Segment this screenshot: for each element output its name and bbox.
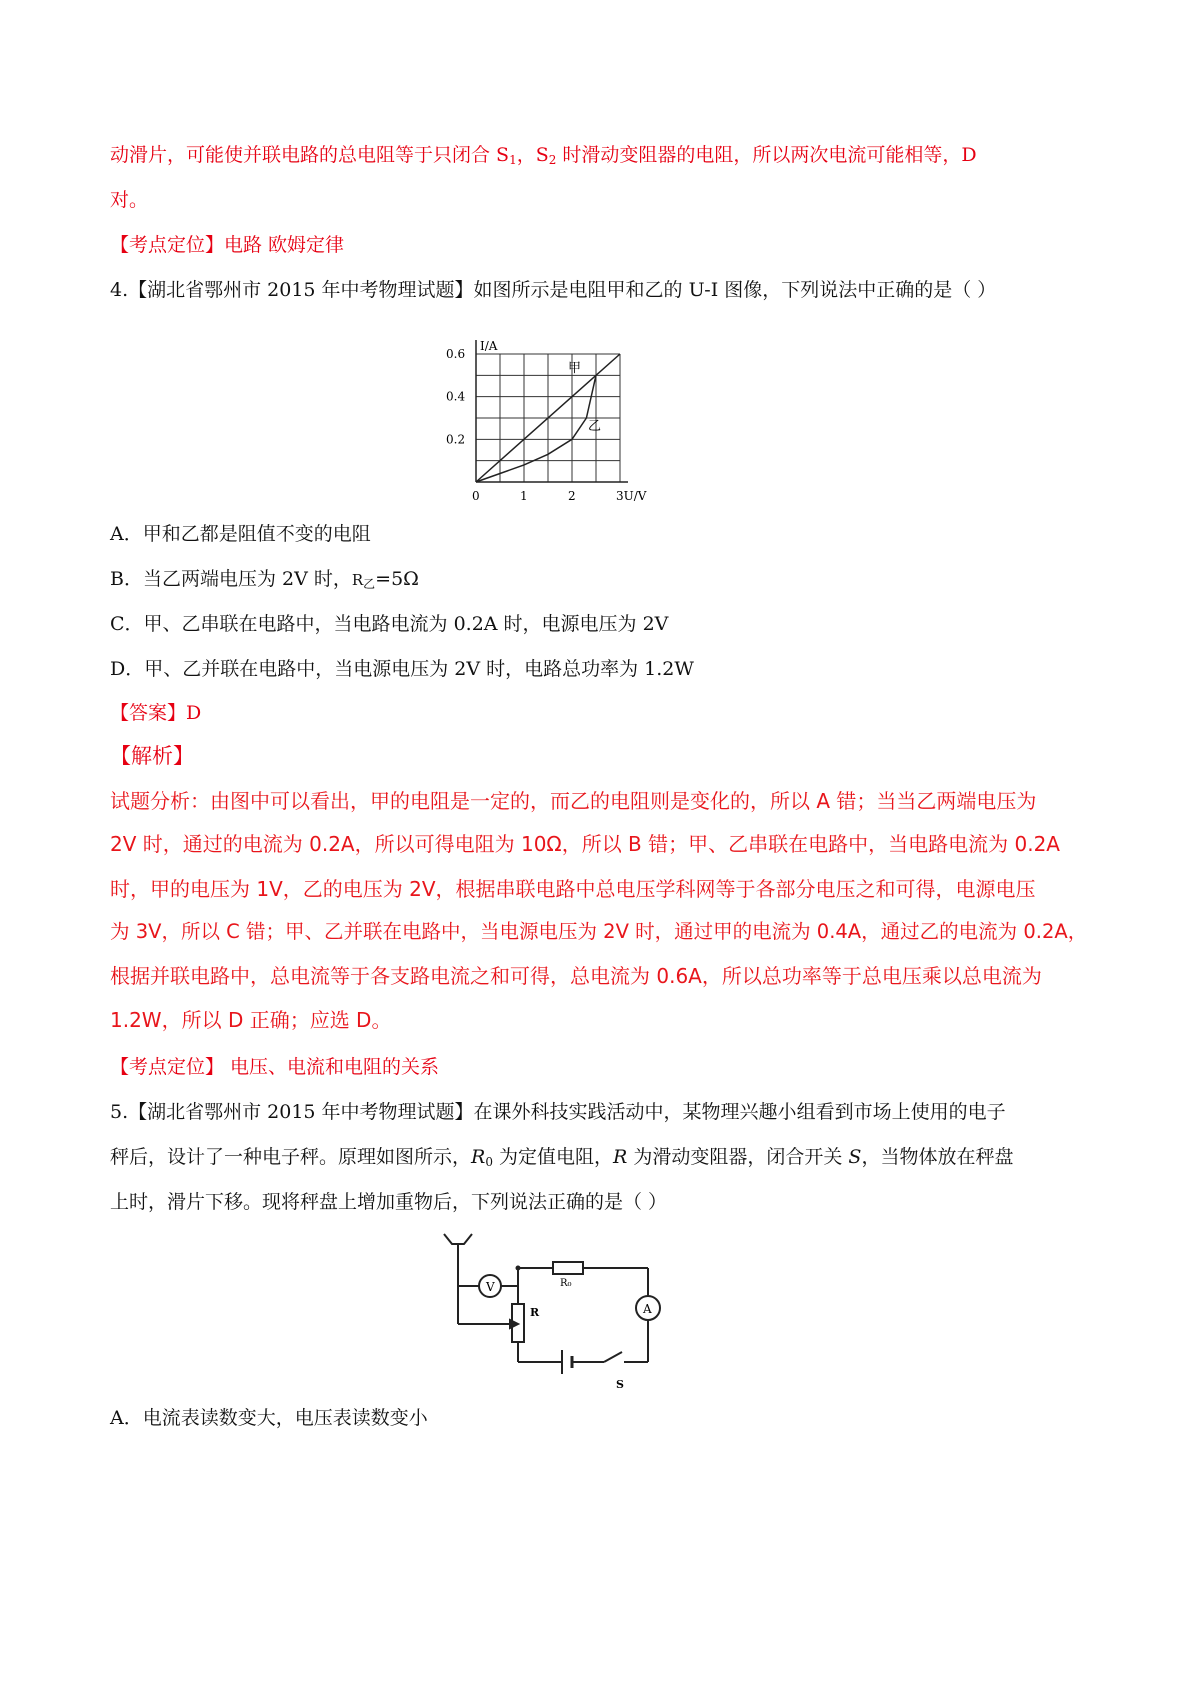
symbol-r0: R — [471, 1146, 486, 1168]
x-tick-label: 2 — [568, 489, 576, 503]
q5-text: ，当物体放在秤盘 — [861, 1146, 1014, 1168]
text-line-2: 对。 — [110, 189, 149, 211]
analysis-3: 时，甲的电压为 1V，乙的电压为 2V，根据串联电路中总电压学科网等于各部分电压之和可得，电源电压 — [110, 877, 1036, 901]
x-tick-label: 1 — [520, 489, 528, 503]
analysis-6: 1.2W，所以 D 正确；应选 D。 — [110, 1008, 392, 1032]
option-5a: A．电流表读数变大，电压表读数变小 — [110, 1407, 428, 1429]
switch-label: S — [616, 1378, 624, 1391]
kaodian-2: 【考点定位】 电压、电流和电阻的关系 — [110, 1056, 440, 1078]
resistor-r0-label: R₀ — [560, 1278, 572, 1289]
scale-pan — [444, 1234, 472, 1244]
text-line-1 — [110, 146, 977, 166]
subscript: 乙 — [363, 577, 376, 591]
option-4d: D．甲、乙并联在电路中，当电源电压为 2V 时，电路总功率为 1.2W — [110, 658, 694, 680]
analysis-4: 为 3V，所以 C 错；甲、乙并联在电路中，当电源电压为 2V 时，通过甲的电流为 0.4A，通过乙的电流为 0.2A， — [110, 920, 1088, 943]
symbol-r: R — [613, 1146, 628, 1168]
subscript: 1 — [509, 153, 517, 167]
option-4b — [110, 570, 419, 590]
option-4c: C．甲、乙串联在电路中，当电路电流为 0.2A 时，电源电压为 2V — [110, 613, 669, 635]
question-5-line-3: 上时，滑片下移。现将秤盘上增加重物后，下列说法正确的是（ ） — [110, 1191, 668, 1213]
resistor-r0 — [553, 1262, 583, 1274]
y-axis-label: I/A — [480, 339, 498, 353]
jiexi-heading: 【解析】 — [110, 744, 194, 768]
x-tick-label: 0 — [472, 489, 480, 503]
subscript: 2 — [548, 153, 557, 167]
ui-chart — [440, 322, 700, 512]
ammeter-label: A — [643, 1302, 652, 1316]
series-label-2: 乙 — [588, 419, 602, 434]
y-tick-label: 0.6 — [446, 347, 466, 361]
question-5-line-1: 5.【湖北省鄂州市 2015 年中考物理试题】在课外科技实践活动中，某物理兴趣小组看到市场上使用的电子 — [110, 1101, 1006, 1123]
symbol-r: R — [351, 571, 364, 589]
q5-text: 为滑动变阻器，闭合开关 — [627, 1146, 849, 1168]
option-4a: A．甲和乙都是阻值不变的电阻 — [110, 523, 371, 545]
analysis-1: 试题分析：由图中可以看出，甲的电阻是一定的，而乙的电阻则是变化的，所以 A 错；当当乙两端电压为 — [110, 789, 1037, 813]
line-1-part: 动滑片，可能使并联电路的总电阻等于只闭合 S — [110, 144, 510, 166]
line-1-part: ，S — [516, 144, 549, 166]
question-5-line-2 — [110, 1148, 1013, 1168]
circuit-diagram — [438, 1230, 678, 1400]
q5-text: 为定值电阻， — [492, 1146, 614, 1168]
x-tick-label: 3U/V — [616, 489, 647, 503]
analysis-2: 2V 时，通过的电流为 0.2A，所以可得电阻为 10Ω，所以 B 错；甲、乙串联在电路中，当电路电流为 0.2A — [110, 832, 1060, 856]
rheostat-label: R — [530, 1306, 540, 1319]
symbol-s: S — [848, 1146, 862, 1168]
y-tick-label: 0.2 — [446, 432, 466, 447]
question-4: 4.【湖北省鄂州市 2015 年中考物理试题】如图所示是电阻甲和乙的 U-I 图像，下列说法中正确的是（ ） — [110, 279, 997, 301]
line-1-part: 时滑动变阻器的电阻，所以两次电流可能相等，D — [556, 144, 977, 166]
answer: 【答案】D — [110, 702, 202, 724]
junction — [516, 1266, 521, 1271]
kaodian-1: 【考点定位】电路 欧姆定律 — [110, 234, 345, 256]
y-tick-label: 0.4 — [446, 389, 466, 404]
series-label-1: 甲 — [568, 361, 582, 376]
option-4b-text: B．当乙两端电压为 2V 时， — [110, 568, 352, 590]
option-4b-text: =5Ω — [375, 568, 419, 590]
analysis-5: 根据并联电路中，总电流等于各支路电流之和可得，总电流为 0.6A，所以总功率等于总电压乘以总电流为 — [110, 964, 1042, 988]
switch-s — [604, 1352, 622, 1362]
voltmeter-label: V — [486, 1280, 495, 1294]
subscript: 0 — [485, 1155, 493, 1169]
q5-text: 秤后，设计了一种电子秤。原理如图所示， — [110, 1146, 472, 1168]
